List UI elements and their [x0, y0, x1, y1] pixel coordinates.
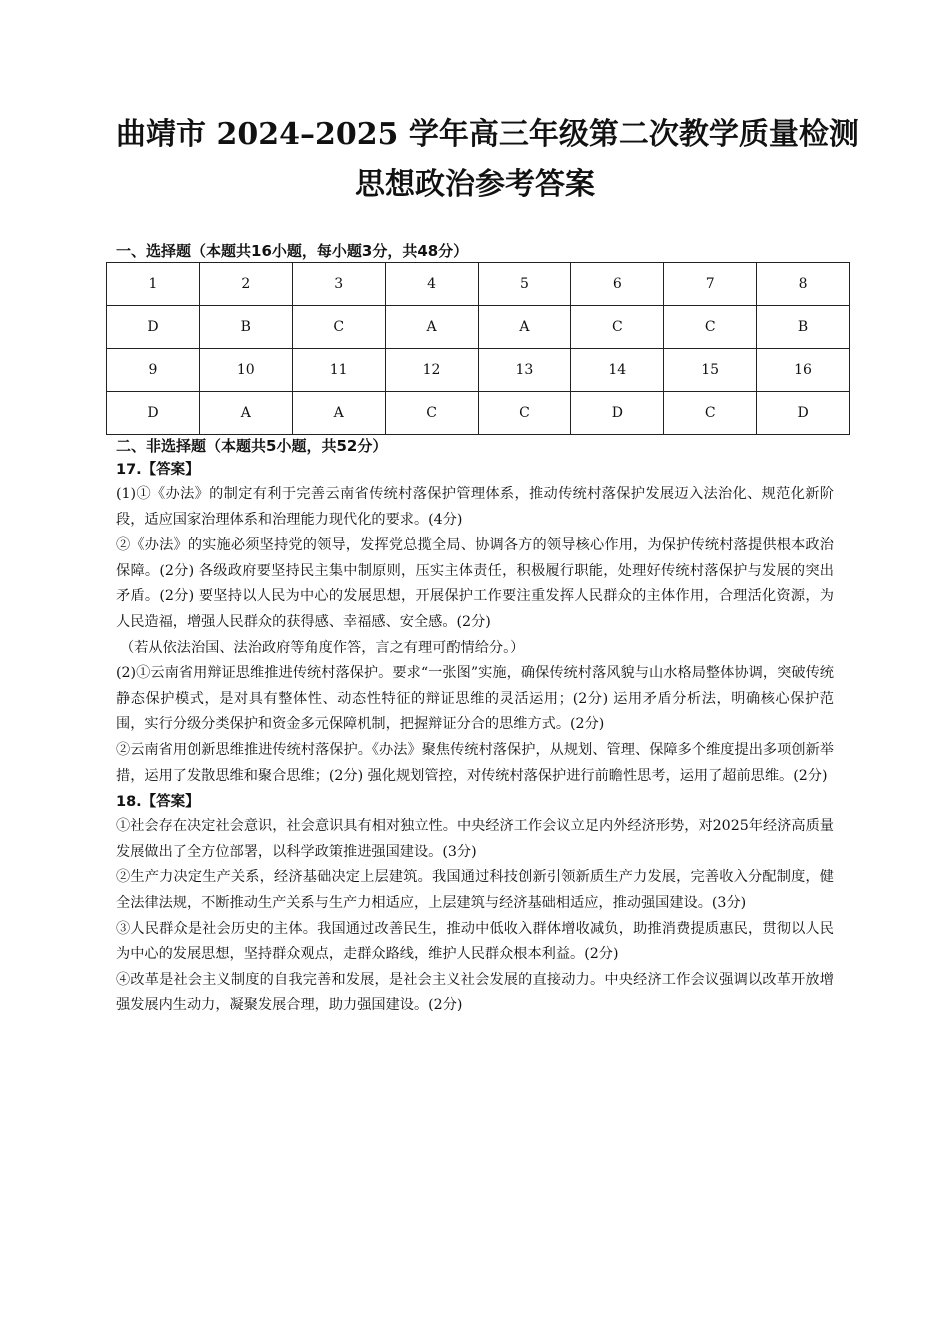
question-number-cell: 10	[199, 349, 292, 392]
question-number-cell: 5	[478, 263, 571, 306]
table-row	[107, 392, 850, 435]
answer-cell: D	[757, 392, 850, 435]
q18-paragraph: ③人民群众是社会历史的主体。我国通过改善民生，推动中低收入群体增收减负，助推消费提质惠民，贯彻以人民为中心的发展思想，坚持群众观点，走群众路线，维护人民群众根本利益。(2分)	[116, 920, 834, 963]
answer-cell: C	[292, 306, 385, 349]
answer-cell: A	[478, 306, 571, 349]
answer-cell: B	[757, 306, 850, 349]
question-number-cell: 2	[199, 263, 292, 306]
question-number-cell: 1	[107, 263, 200, 306]
answer-cell: C	[664, 392, 757, 435]
q17-paragraph: ②《办法》的实施必须坚持党的领导，发挥党总揽全局、协调各方的领导核心作用，为保护传统村落提供根本政治保障。(2分) 各级政府要坚持民主集中制原则，压实主体责任，积极履行职能，处理好传统村落保护与发展的突出矛盾。(2分) 要坚持以人民为中心的发展思想，开展保护工作要注重发挥人民群众的主体作用，合理活化资源，为人民造福，增强人民群众的获得感、幸福感、安全感。(2分)	[116, 537, 834, 630]
q17-paragraph: (2)①云南省用辩证思维推进传统村落保护。要求“一张图”实施，确保传统村落风貌与山水格局整体协调，突破传统静态保护模式，是对具有整体性、动态性特征的辩证思维的灵活运用；(2分) 运用矛盾分析法，明确核心保护范围，实行分级分类保护和资金多元保障机制，把握辩证分合的思维方式。(2分)	[116, 665, 834, 733]
table-row	[107, 306, 850, 349]
question-number-cell: 6	[571, 263, 664, 306]
question-number-cell: 15	[664, 349, 757, 392]
question-number-cell: 9	[107, 349, 200, 392]
answer-cell: C	[385, 392, 478, 435]
answer-cell: A	[385, 306, 478, 349]
q17-paragraph: (1)①《办法》的制定有利于完善云南省传统村落保护管理体系，推动传统村落保护发展迈入法治化、规范化新阶段，适应国家治理体系和治理能力现代化的要求。(4分)	[116, 486, 834, 528]
table-row	[107, 263, 850, 306]
table-row	[107, 349, 850, 392]
answer-cell: A	[199, 392, 292, 435]
answer-cell: D	[107, 306, 200, 349]
answer-cell: C	[478, 392, 571, 435]
q18-paragraph: ①社会存在决定社会意识，社会意识具有相对独立性。中央经济工作会议立足内外经济形势，对2025年经济高质量发展做出了全方位部署，以科学政策推进强国建设。(3分)	[116, 818, 834, 860]
question-number-cell: 13	[478, 349, 571, 392]
q17-paragraph: ②云南省用创新思维推进传统村落保护。《办法》聚焦传统村落保护，从规划、管理、保障多个维度提出多项创新举措，运用了发散思维和聚合思维；(2分) 强化规划管控，对传统村落保护进行前瞻性思考，运用了超前思维。(2分)	[116, 741, 834, 784]
q17-label: 17.【答案】	[116, 462, 200, 478]
q18-paragraph: ②生产力决定生产关系，经济基础决定上层建筑。我国通过科技创新引领新质生产力发展，完善收入分配制度，健全法律法规，不断推动生产关系与生产力相适应，上层建筑与经济基础相适应，推动强国建设。(3分)	[116, 869, 834, 911]
question-number-cell: 16	[757, 349, 850, 392]
answer-cell: A	[292, 392, 385, 435]
choice-answer-table	[106, 262, 850, 435]
question-number-cell: 11	[292, 349, 385, 392]
question-number-cell: 4	[385, 263, 478, 306]
question-number-cell: 12	[385, 349, 478, 392]
question-number-cell: 8	[757, 263, 850, 306]
question-number-cell: 3	[292, 263, 385, 306]
q18-paragraph: ④改革是社会主义制度的自我完善和发展，是社会主义社会发展的直接动力。中央经济工作会议强调以改革开放增强发展内生动力，凝聚发展合理，助力强国建设。(2分)	[116, 971, 834, 1014]
answer-cell: D	[107, 392, 200, 435]
q17-scoring-note: （若从依法治国、法治政府等角度作答，言之有理可酌情给分。）	[120, 639, 525, 656]
answer-cell: B	[199, 306, 292, 349]
section1-heading: 一、选择题（本题共16小题，每小题3分，共48分）	[116, 242, 469, 260]
answer-cell: D	[571, 392, 664, 435]
document-subtitle: 思想政治参考答案	[355, 167, 595, 202]
question-number-cell: 14	[571, 349, 664, 392]
section2-heading: 二、非选择题（本题共5小题，共52分）	[116, 437, 388, 455]
question-number-cell: 7	[664, 263, 757, 306]
answer-cell: C	[664, 306, 757, 349]
document-title: 曲靖市 2024–2025 学年高三年级第二次教学质量检测	[116, 117, 859, 152]
answer-cell: C	[571, 306, 664, 349]
q18-label: 18.【答案】	[116, 794, 200, 811]
